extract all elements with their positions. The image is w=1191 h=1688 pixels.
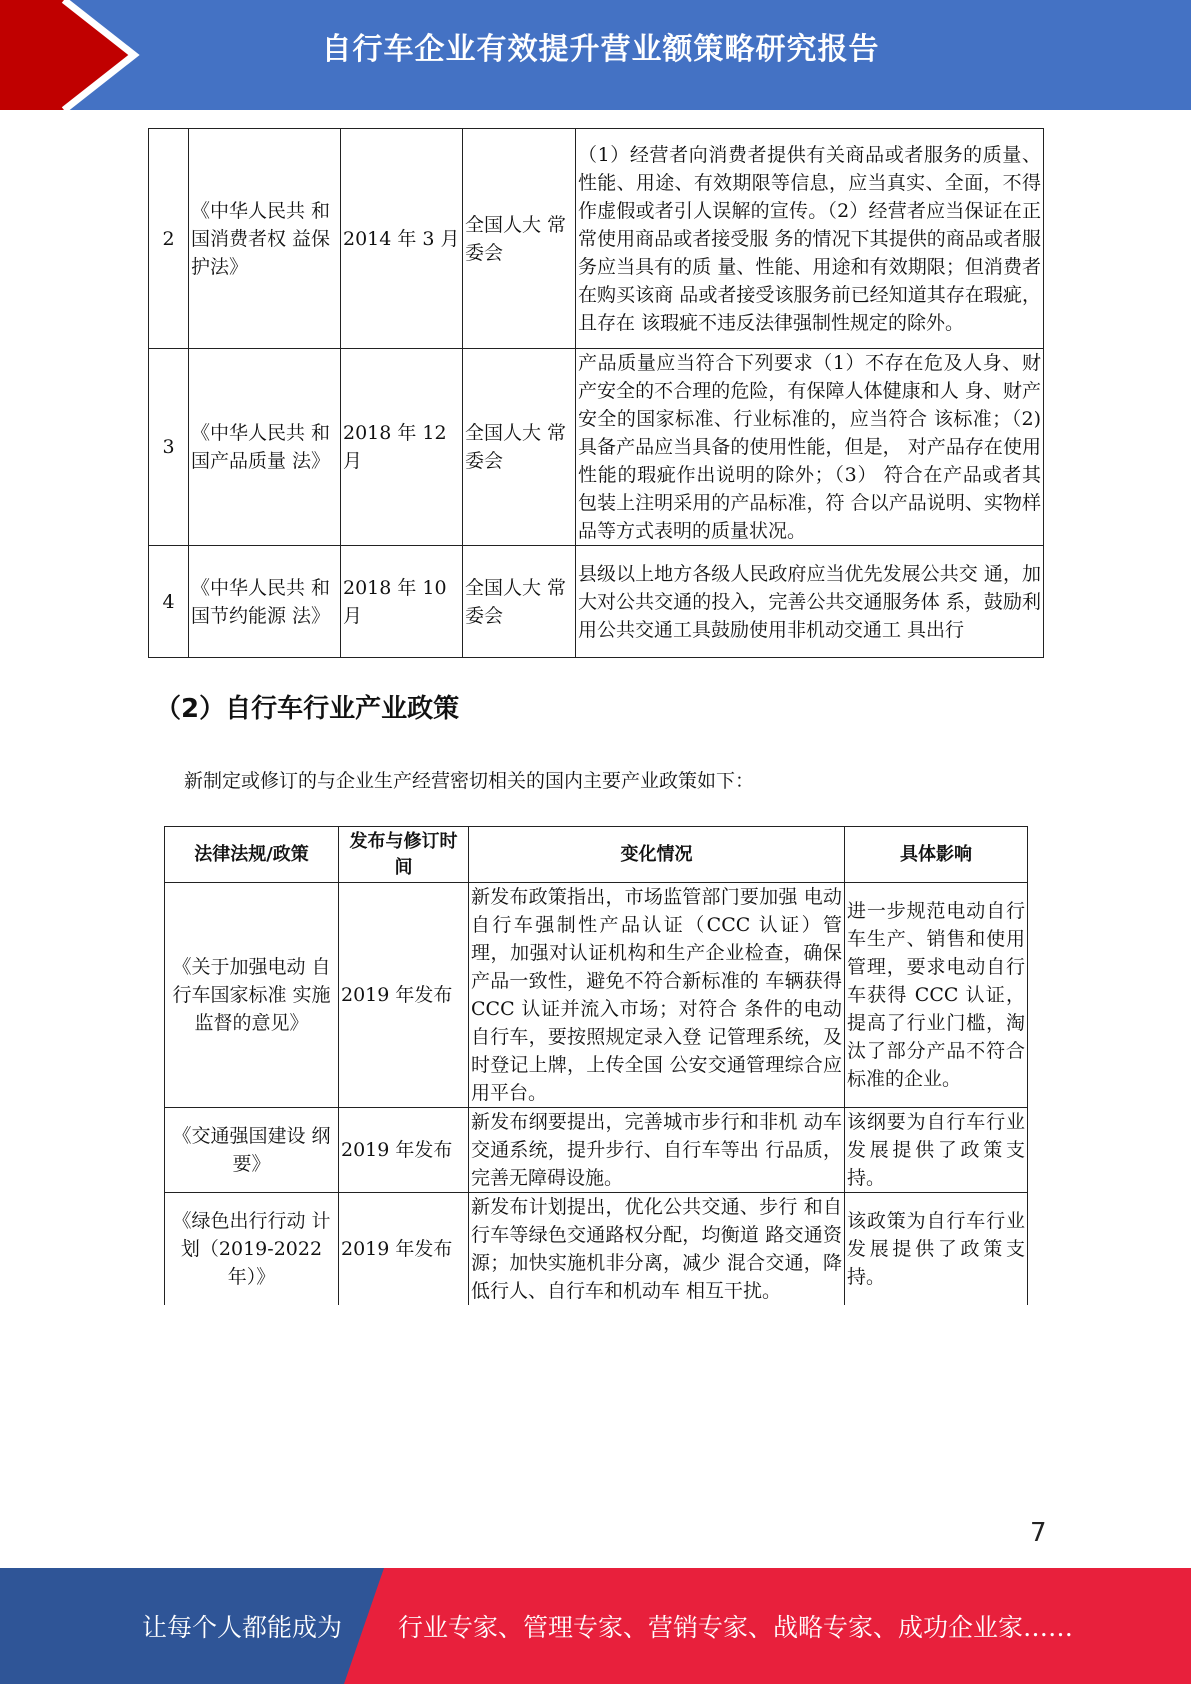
policy-impact: 该纲要为自行车行业发展提供了政策支持。 [845, 1108, 1028, 1193]
policy-name: 《关于加强电动 自行车国家标准 实施监督的意见》 [165, 883, 339, 1108]
law-name: 《中华人民共 和国消费者权 益保护法》 [189, 129, 341, 349]
law-issuer: 全国人大 常委会 [463, 349, 576, 546]
policy-date: 2019 年发布 [339, 1193, 469, 1306]
report-title: 自行车企业有效提升营业额策略研究报告 [321, 32, 880, 67]
law-issuer: 全国人大 常委会 [463, 546, 576, 658]
section-intro: 新制定或修订的与企业生产经营密切相关的国内主要产业政策如下： [184, 770, 755, 792]
law-content: （1）经营者向消费者提供有关商品或者服务的质量、性能、用途、有效期限等信息，应当真实、全面，不得作虚假或者引人误解的宣传。（2）经营者应当保证在正常使用商品或者接受服 务的情况下其提供的商品或者服务应当具有的质 量、性能、用途和有效期限；但消费者在购买该商 品或者接受该服务前已经知道其存在瑕疵，且存在 该瑕疵不违反法律强制性规定的除外。 [576, 129, 1044, 349]
policy-change: 新发布纲要提出，完善城市步行和非机 动车交通系统，提升步行、自行车等出 行品质，完善无障碍设施。 [469, 1108, 845, 1193]
table-row [149, 349, 1044, 546]
law-issuer: 全国人大 常委会 [463, 129, 576, 349]
row-number: 4 [149, 546, 189, 658]
policy-change: 新发布计划提出，优化公共交通、步行 和自行车等绿色交通路权分配，均衡道 路交通资源；加快实施机非分离，减少 混合交通，降低行人、自行车和机动车 相互干扰。 [469, 1193, 845, 1306]
policy-impact: 该政策为自行车行业发展提供了政策支持。 [845, 1193, 1028, 1306]
law-date: 2014 年 3 月 [341, 129, 463, 349]
policy-date: 2019 年发布 [339, 883, 469, 1108]
column-header: 发布与修订时间 [339, 827, 469, 883]
column-header: 变化情况 [469, 827, 845, 883]
policy-name: 《交通强国建设 纲要》 [165, 1108, 339, 1193]
footer-slogan-left: 让每个人都能成为 [142, 1613, 343, 1642]
page-number: 7 [1030, 1518, 1047, 1548]
table-header-row [165, 827, 1028, 883]
table-row [165, 1193, 1028, 1306]
policy-date: 2019 年发布 [339, 1108, 469, 1193]
law-content: 产品质量应当符合下列要求（1）不存在危及人身、财产安全的不合理的危险，有保障人体健康和人 身、财产安全的国家标准、行业标准的，应当符合 该标准；（2)具备产品应当具备的使用性能，但是， 对产品存在使用性能的瑕疵作出说明的除外；（3） 符合在产品或者其包装上注明采用的产品标准，符 合以产品说明、实物样品等方式表明的质量状况。 [576, 349, 1044, 546]
policies-table [164, 826, 1028, 1305]
laws-table [148, 128, 1044, 658]
table-row [165, 1108, 1028, 1193]
policy-change: 新发布政策指出，市场监管部门要加强 电动自行车强制性产品认证（CCC 认证）管理，加强对认证机构和生产企业检查，确保产品一致性，避免不符合新标准的 车辆获得 CCC 认证并流入市场；对符合 条件的电动自行车，要按照规定录入登 记管理系统，及时登记上牌，上传全国 公安交通管理综合应用平台。 [469, 883, 845, 1108]
law-name: 《中华人民共 和国产品质量 法》 [189, 349, 341, 546]
policy-name: 《绿色出行行动 计划（2019-2022 年）》 [165, 1193, 339, 1306]
table-row [149, 129, 1044, 349]
law-date: 2018 年 12 月 [341, 349, 463, 546]
table-row [165, 883, 1028, 1108]
footer-slogan-right: 行业专家、管理专家、营销专家、战略专家、成功企业家…… [398, 1613, 1074, 1642]
policy-impact: 进一步规范电动自行车生产、销售和使用管理，要求电动自行车获得 CCC 认证，提高了行业门槛，淘汰了部分产品不符合标准的企业。 [845, 883, 1028, 1108]
table-row [149, 546, 1044, 658]
section-title: （2）自行车行业产业政策 [155, 694, 460, 724]
row-number: 2 [149, 129, 189, 349]
column-header: 具体影响 [845, 827, 1028, 883]
column-header: 法律法规/政策 [165, 827, 339, 883]
law-content: 县级以上地方各级人民政府应当优先发展公共交 通，加大对公共交通的投入，完善公共交通服务体 系，鼓励利用公共交通工具鼓励使用非机动交通工 具出行 [576, 546, 1044, 658]
law-name: 《中华人民共 和国节约能源 法》 [189, 546, 341, 658]
page-header [0, 0, 1191, 110]
law-date: 2018 年 10 月 [341, 546, 463, 658]
page-footer [0, 1568, 1191, 1684]
row-number: 3 [149, 349, 189, 546]
